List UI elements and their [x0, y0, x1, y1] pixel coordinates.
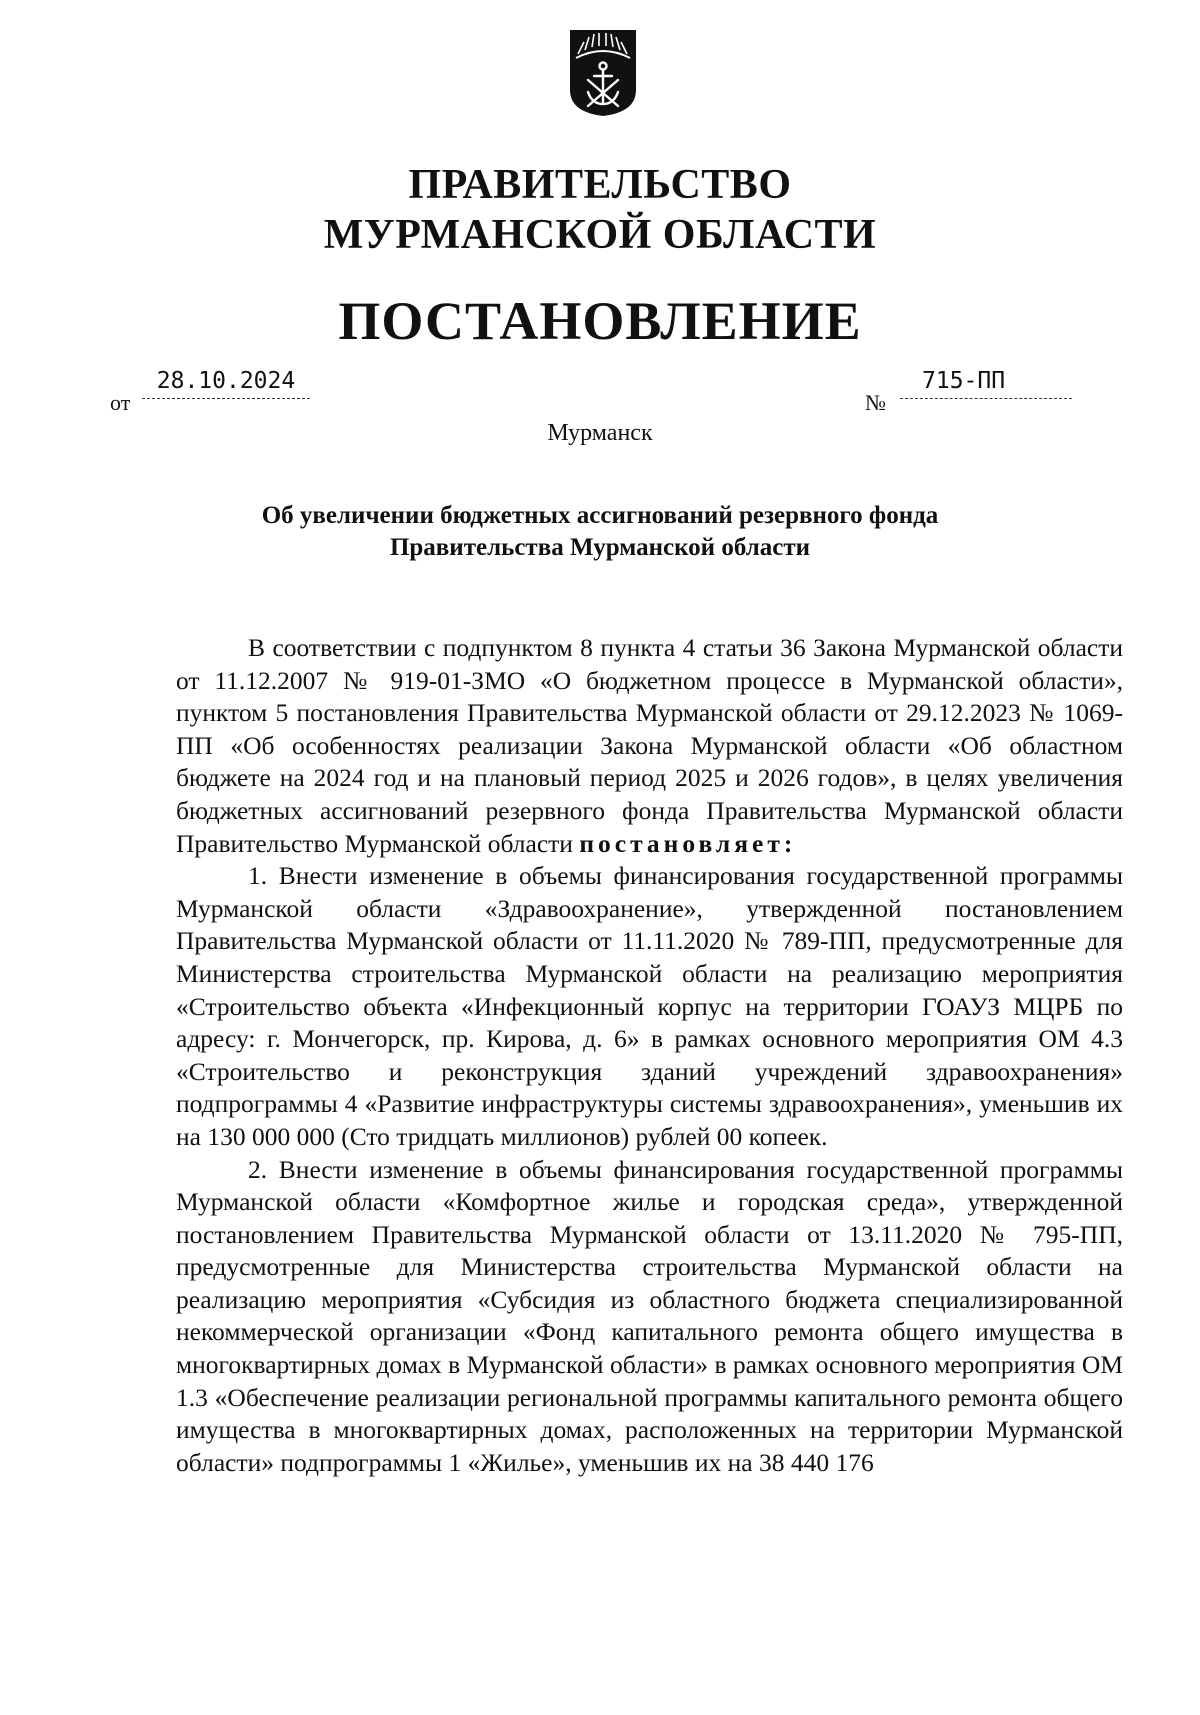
city-name: Мурманск [547, 420, 653, 446]
intro-text: В соответствии с подпунктом 8 пункта 4 статьи 36 Закона Мурманской области от 11.12.2007 № 919-01-ЗМО «О бюджетном процессе в Мурманской области», пунктом 5 постановления Правительства Мурманской области от 29.12.2023 № 1069-ПП «Об особенностях реализации Закона Мурманской области «Об областном бюджете на 2024 год и на плановый период 2025 и 2026 годов», в целях увеличения бюджетных ассигнований резервного фонда Правительства Мурманской области Правительство Мурманской области [176, 633, 1123, 858]
intro-paragraph [176, 632, 1123, 860]
government-name [0, 160, 1200, 260]
document-meta-row [110, 368, 1110, 418]
subject-line1: Об увеличении бюджетных ассигнований резервного фонда [261, 502, 939, 529]
government-name-line1: ПРАВИТЕЛЬСТВО [408, 162, 792, 208]
document-body [176, 632, 1123, 1479]
document-date: 28.10.2024 [142, 368, 310, 399]
government-name-line2: МУРМАНСКОЙ ОБЛАСТИ [323, 212, 877, 258]
number-label: № [865, 390, 886, 415]
item-1-paragraph: 1. Внести изменение в объемы финансирования государственной программы Мурманской области «Здравоохранение», утвержденной постановлением Правительства Мурманской области от 11.11.2020 № 789-ПП, предусмотренные для Министерства строительства Мурманской области на реализацию мероприятия «Строительство объекта «Инфекционный корпус на территории ГОАУЗ МЦРБ по адресу: г. Мончегорск, пр. Кирова, д. 6» в рамках основного мероприятия ОМ 4.3 «Строительство и реконструкция зданий учреждений здравоохранения» подпрограммы 4 «Развитие инфраструктуры системы здравоохранения», уменьшив их на 130 000 000 (Сто тридцать миллионов) рублей 00 копеек. [176, 861, 1123, 1151]
document-subject [0, 500, 1200, 564]
item-2-paragraph: 2. Внести изменение в объемы финансирования государственной программы Мурманской области «Комфортное жилье и городская среда», утвержденной постановлением Правительства Мурманской области от 13.11.2020 № 795-ПП, предусмотренные для Министерства строительства Мурманской области на реализацию мероприятия «Субсидия из областного бюджета специализированной некоммерческой организации «Фонд капитального ремонта общего имущества в многоквартирных домах в Мурманской области» в рамках основного мероприятия ОМ 1.3 «Обеспечение реализации региональной программы капитального ремонта общего имущества в многоквартирных домах, расположенных на территории Мурманской области» подпрограммы 1 «Жилье», уменьшив их на 38 440 176 [176, 1154, 1123, 1477]
subject-line2: Правительства Мурманской области [389, 534, 811, 561]
document-type-title: ПОСТАНОВЛЕНИЕ [338, 291, 862, 351]
murmansk-coat-of-arms-icon [568, 28, 638, 118]
document-number: 715-ПП [900, 368, 1072, 399]
date-label: от [110, 390, 131, 415]
decree-word: постановляет: [579, 828, 797, 858]
